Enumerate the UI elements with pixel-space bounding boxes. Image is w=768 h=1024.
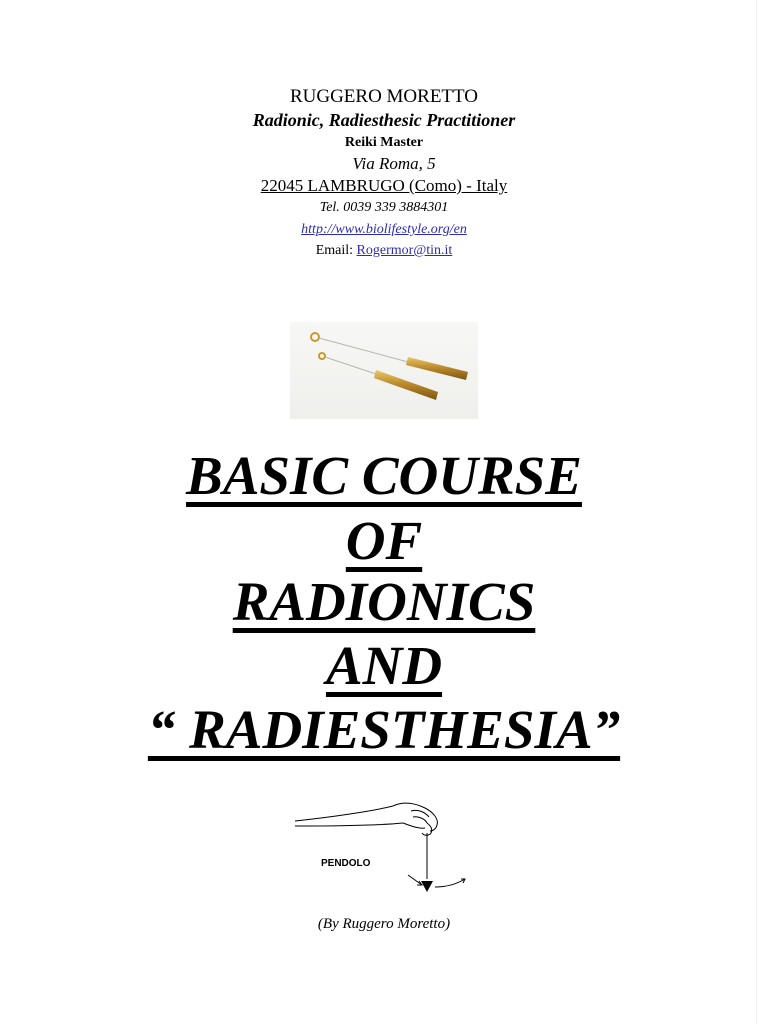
pendulum-label: PENDOLO — [321, 858, 371, 869]
pendulum-illustration — [293, 795, 475, 898]
rods-image — [290, 322, 478, 419]
address-street: Via Roma, 5 — [352, 154, 436, 173]
email-link[interactable]: Rogermor@tin.it — [356, 243, 453, 258]
email-line — [0, 243, 768, 259]
course-title-line-2: OF — [345, 510, 423, 571]
address-city: 22045 LAMBRUGO (Como) - Italy — [260, 176, 508, 195]
author-name: RUGGERO MORETTO — [289, 86, 479, 107]
course-title-line-1: BASIC COURSE — [186, 445, 582, 506]
author-role: Radionic, Radiesthesic Practitioner — [252, 110, 516, 130]
course-title-line-3: RADIONICS — [232, 571, 536, 632]
byline: (By Ruggero Moretto) — [317, 916, 451, 932]
telephone: Tel. 0039 339 3884301 — [319, 200, 449, 215]
website-line — [0, 222, 768, 238]
page-edge-divider — [756, 0, 757, 1024]
course-title-line-5: “ RADIESTHESIA” — [147, 699, 621, 760]
email-label: Email: — [315, 243, 357, 258]
course-title-line-4: AND — [325, 635, 443, 696]
author-title: Reiki Master — [344, 135, 424, 150]
website-link[interactable]: http://www.biolifestyle.org/en — [301, 222, 467, 237]
rods-drawing — [290, 322, 478, 419]
